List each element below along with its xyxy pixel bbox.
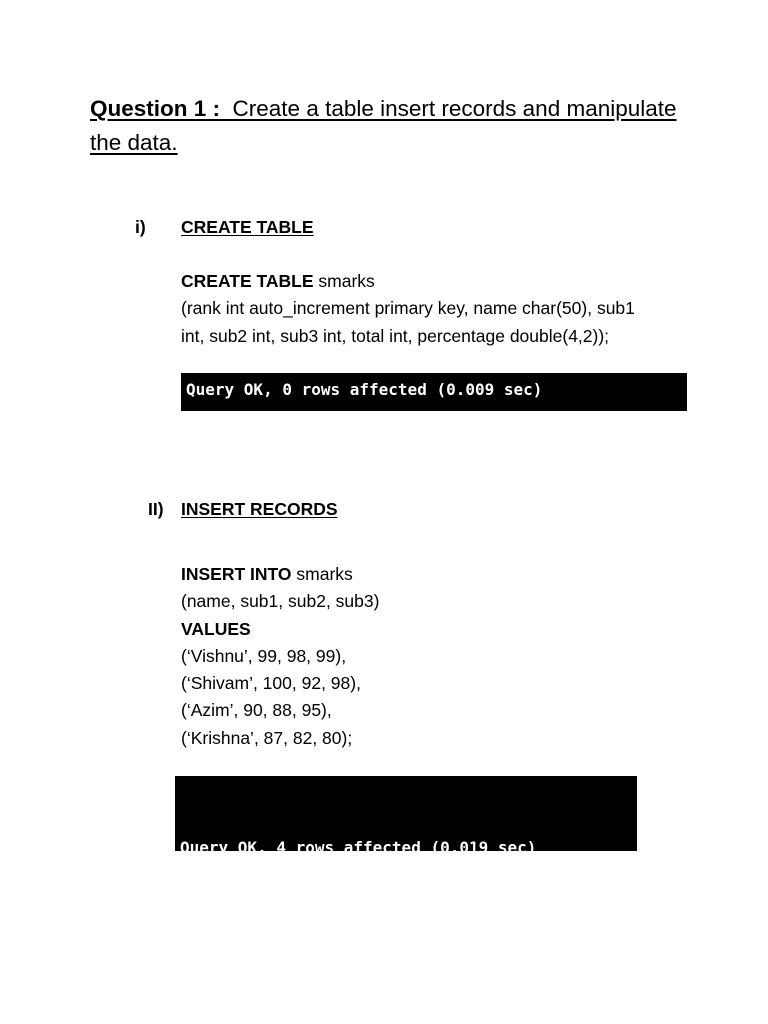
insert-output-line-1: Query OK, 4 rows affected (0.019 sec) xyxy=(180,838,537,857)
insert-statement xyxy=(181,561,681,752)
insert-output xyxy=(175,776,637,929)
create-table-line-3: int, sub2 int, sub3 int, total int, percentage double(4,2)); xyxy=(181,325,610,346)
create-table-statement xyxy=(181,268,681,350)
insert-table-name: smarks xyxy=(291,564,353,584)
create-table-name: smarks xyxy=(313,271,375,291)
insert-row: (‘Krishna’, 87, 82, 80); xyxy=(181,727,353,748)
section-2-number: II) xyxy=(148,499,164,519)
create-table-output: Query OK, 0 rows affected (0.009 sec) xyxy=(181,373,687,411)
insert-row: (‘Vishnu’, 99, 98, 99), xyxy=(181,645,347,666)
question-title xyxy=(90,92,690,160)
create-table-keyword: CREATE TABLE xyxy=(181,271,314,291)
question-text: Create a table insert records and manipulate the data. xyxy=(90,96,677,155)
section-1-heading: CREATE TABLE xyxy=(181,217,314,237)
section-1-number: i) xyxy=(135,217,146,237)
insert-into-keyword: INSERT INTO xyxy=(181,564,292,584)
values-keyword: VALUES xyxy=(181,618,251,639)
insert-row: (‘Azim’, 90, 88, 95), xyxy=(181,700,332,721)
insert-output-line-2: Records: 4 Duplicates: 0 Warnings: 0 xyxy=(180,910,547,929)
insert-row: (‘Shivam’, 100, 92, 98), xyxy=(181,673,361,694)
insert-columns: (name, sub1, sub2, sub3) xyxy=(181,591,380,612)
create-table-line-2: (rank int auto_increment primary key, name char(50), sub1 xyxy=(181,298,635,319)
question-label: Question 1 : xyxy=(90,96,221,121)
section-2-heading: INSERT RECORDS xyxy=(181,499,338,519)
